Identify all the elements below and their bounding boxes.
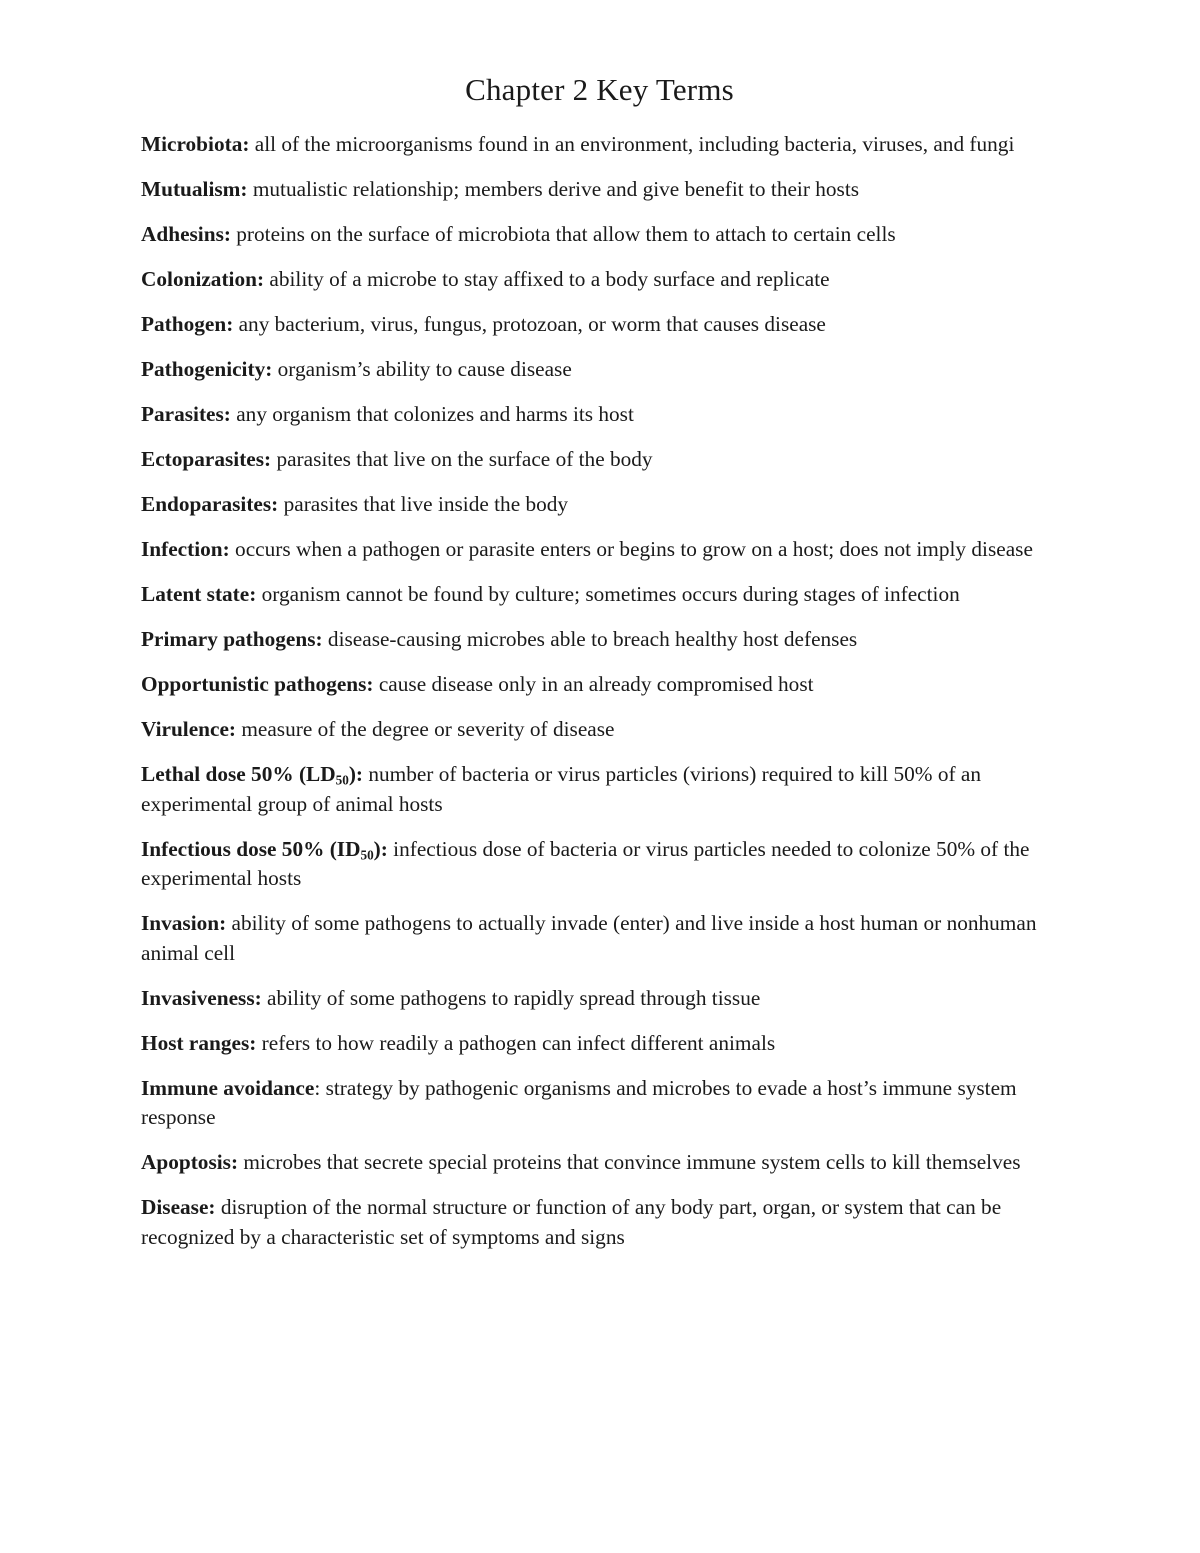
term-name: Pathogen: <box>141 312 234 336</box>
term-entry <box>141 625 1058 655</box>
term-definition: parasites that live inside the body <box>278 492 569 516</box>
term-entry <box>141 310 1058 340</box>
term-name: Parasites: <box>141 402 231 426</box>
term-definition: refers to how readily a pathogen can infect different animals <box>256 1030 776 1055</box>
term-definition: microbes that secrete special proteins that convince immune system cells to kill themselves <box>238 1150 1021 1174</box>
term-definition: disruption of the normal structure or function of any body part, organ, or system that can be recognized by a characteristic set of symptoms and signs <box>141 1195 1002 1249</box>
term-entry <box>141 400 1058 430</box>
term-definition: measure of the degree or severity of disease <box>236 717 615 741</box>
key-terms-list <box>141 130 1058 1252</box>
page-title: Chapter 2 Key Terms <box>465 72 734 107</box>
term-definition: ability of some pathogens to actually invade (enter) and live inside a host human or nonhuman animal cell <box>141 911 1037 965</box>
term-definition: any bacterium, virus, fungus, protozoan, or worm that causes disease <box>233 312 826 336</box>
term-entry <box>141 220 1058 250</box>
term-entry <box>141 175 1058 205</box>
term-definition: disease-causing microbes able to breach healthy host defenses <box>322 627 858 651</box>
term-name: Immune avoidance <box>141 1075 315 1100</box>
term-entry <box>141 760 1058 819</box>
term-name: Colonization: <box>141 267 265 291</box>
term-name: Disease: <box>141 1195 216 1219</box>
term-subscript: 50 <box>360 846 374 862</box>
term-name: Invasion: <box>141 911 227 935</box>
term-entry <box>141 984 1058 1014</box>
term-entry <box>141 909 1058 968</box>
term-name: Invasiveness: <box>141 985 262 1010</box>
term-definition: parasites that live on the surface of the body <box>271 447 653 471</box>
term-definition: organism’s ability to cause disease <box>272 357 572 381</box>
term-definition: infectious dose of bacteria or virus particles needed to colonize 50% of the experimental hosts <box>141 836 1030 890</box>
term-name: Microbiota: <box>141 132 250 156</box>
term-name: Infectious dose 50% (ID <box>141 836 361 861</box>
term-definition: all of the microorganisms found in an environment, including bacteria, viruses, and fungi <box>249 132 1015 156</box>
term-entry <box>141 715 1058 745</box>
term-name: Endoparasites: <box>141 492 279 516</box>
term-name: Apoptosis: <box>141 1150 239 1174</box>
term-name: Latent state: <box>141 582 257 606</box>
term-entry <box>141 1193 1058 1252</box>
term-name: Primary pathogens: <box>141 627 323 651</box>
term-entry <box>141 355 1058 385</box>
term-definition: organism cannot be found by culture; sometimes occurs during stages of infection <box>256 582 960 606</box>
term-name-tail: ): <box>373 836 388 861</box>
term-definition: : strategy by pathogenic organisms and microbes to evade a host’s immune system response <box>141 1075 1017 1129</box>
term-name: Opportunistic pathogens: <box>141 672 374 696</box>
term-subscript: 50 <box>335 772 349 788</box>
term-name: Host ranges: <box>141 1030 257 1055</box>
term-name-tail: ): <box>348 762 364 786</box>
term-name: Lethal dose 50% (LD <box>141 762 336 786</box>
term-definition: proteins on the surface of microbiota that allow them to attach to certain cells <box>230 222 896 246</box>
term-definition: ability of some pathogens to rapidly spread through tissue <box>261 985 761 1010</box>
term-definition: occurs when a pathogen or parasite enters or begins to grow on a host; does not imply disease <box>229 537 1033 561</box>
term-entry <box>141 670 1058 700</box>
term-definition: number of bacteria or virus particles (virions) required to kill 50% of an experimental group of animal hosts <box>141 762 982 816</box>
term-entry <box>141 535 1058 565</box>
term-name: Virulence: <box>141 717 237 741</box>
term-entry <box>141 835 1058 894</box>
term-entry <box>141 445 1058 475</box>
term-name: Mutualism: <box>141 177 248 201</box>
term-entry <box>141 1029 1058 1059</box>
term-entry <box>141 1148 1058 1178</box>
term-entry <box>141 580 1058 610</box>
term-entry <box>141 265 1058 295</box>
term-name: Infection: <box>141 537 230 561</box>
term-name: Ectoparasites: <box>141 447 272 471</box>
term-entry <box>141 130 1058 160</box>
term-entry <box>141 490 1058 520</box>
term-definition: any organism that colonizes and harms its host <box>230 402 634 426</box>
term-name: Pathogenicity: <box>141 357 273 381</box>
term-definition: ability of a microbe to stay affixed to a body surface and replicate <box>264 267 830 291</box>
term-definition: mutualistic relationship; members derive and give benefit to their hosts <box>247 177 860 201</box>
term-definition: cause disease only in an already compromised host <box>373 672 814 696</box>
term-name: Adhesins: <box>141 222 231 246</box>
term-entry <box>141 1074 1058 1133</box>
